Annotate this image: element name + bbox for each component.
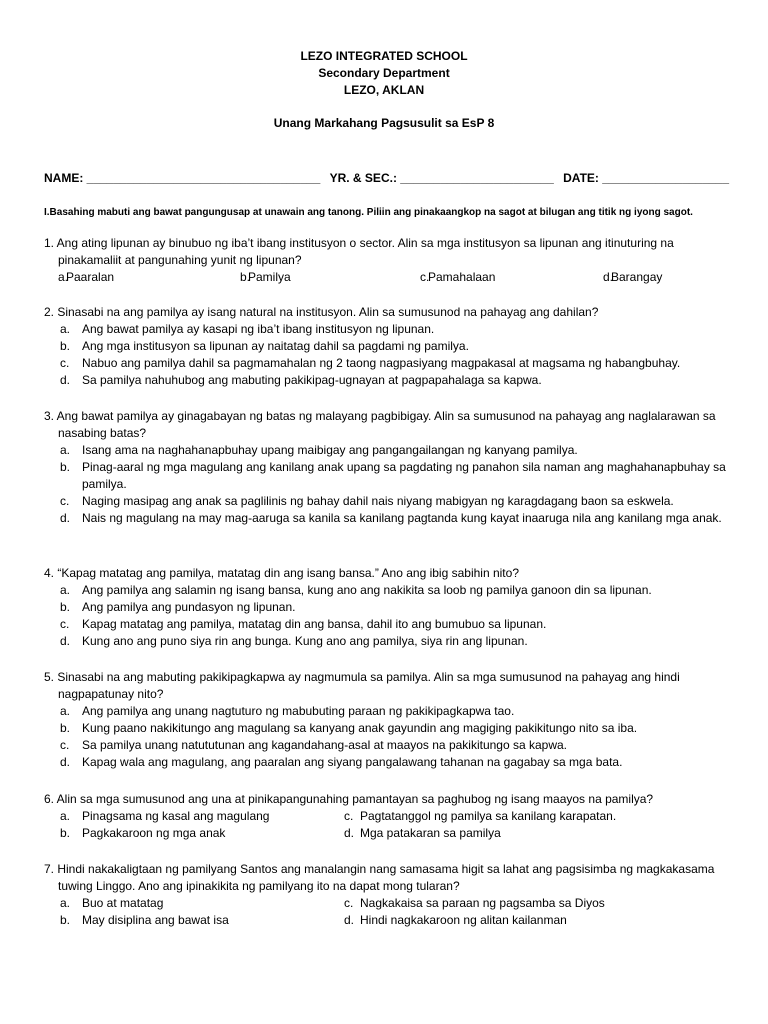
options-grid bbox=[44, 895, 734, 929]
question-4 bbox=[44, 565, 734, 650]
student-info-line bbox=[44, 170, 734, 187]
option-d[interactable]: d. Nais ng magulang na may mag-aaruga sa kanila sa kanilang pagtanda kung kayat inaaruga nila ang kanilang mga anak. bbox=[60, 511, 722, 525]
question-stem: 6. Alin sa mga sumusunod ang una at pinikapangunahing pamantayan sa paghubog ng isang maayos na pamilya? bbox=[44, 792, 654, 806]
option-a[interactable]: a. Buo at matatag bbox=[60, 896, 164, 910]
option-d[interactable]: d. Sa pamilya nahuhubog ang mabuting pakikipag-ugnayan at pagpapahalaga sa kapwa. bbox=[60, 373, 542, 387]
yr-sec-field: YR. & SEC.: _______________________ bbox=[329, 171, 554, 185]
name-field: NAME: ___________________________________ bbox=[44, 171, 321, 185]
option-b[interactable]: b. Pamilya bbox=[240, 270, 291, 284]
school-header bbox=[0, 48, 768, 99]
option-d[interactable]: d. Mga patakaran sa pamilya bbox=[344, 826, 501, 840]
option-b[interactable]: b. Pagkakaroon ng mga anak bbox=[60, 826, 226, 840]
option-b[interactable]: b. May disiplina ang bawat isa bbox=[60, 913, 229, 927]
option-c[interactable]: c. Pagtatanggol ng pamilya sa kanilang karapatan. bbox=[344, 809, 617, 823]
option-c[interactable]: c. Naging masipag ang anak sa paglilinis ng bahay dahil nais niyang mabigyan ng karagdagang baon sa eskwela. bbox=[60, 494, 674, 508]
option-a[interactable]: a. Pinagsama ng kasal ang magulang bbox=[60, 809, 270, 823]
exam-title: Unang Markahang Pagsusulit sa EsP 8 bbox=[273, 116, 495, 130]
option-d[interactable]: d. Kung ano ang puno siya rin ang bunga. Kung ano ang pamilya, siya rin ang lipunan. bbox=[60, 634, 528, 648]
option-c[interactable]: c. Pamahalaan bbox=[420, 270, 496, 284]
question-stem: 5. Sinasabi na ang mabuting pakikipagkapwa ay nagmumula sa pamilya. Alin sa mga sumusunod na pahayag ang hindi nagpapatunay nito? bbox=[44, 670, 680, 701]
option-d[interactable]: d. Barangay bbox=[603, 270, 663, 284]
question-stem: 1. Ang ating lipunan ay binubuo ng iba’t ibang institusyon o sector. Alin sa mga institusyon sa lipunan ang itinuturing na pinakamaliit at pangunahing yunit ng lipunan? bbox=[44, 236, 674, 267]
option-c[interactable]: c. Kapag matatag ang pamilya, matatag din ang bansa, dahil ito ang bumubuo sa lipunan. bbox=[60, 617, 547, 631]
question-3 bbox=[44, 408, 734, 527]
option-a[interactable]: a. Isang ama na naghahanapbuhay upang maibigay ang pangangailangan ng kanyang pamilya. bbox=[60, 443, 578, 457]
option-d[interactable]: d. Kapag wala ang magulang, ang paaralan ang siyang pangalawang tahanan na gagabay sa mga bata. bbox=[60, 755, 623, 769]
date-field: DATE: ___________________ bbox=[563, 171, 730, 185]
option-a[interactable]: a. Paaralan bbox=[58, 270, 115, 284]
option-c[interactable]: c. Nagkakaisa sa paraan ng pagsamba sa Diyos bbox=[344, 896, 605, 910]
option-b[interactable]: b. Pinag-aaral ng mga magulang ang kanilang anak upang sa pagdating ng panahon sila naman ang maghahanapbuhay sa pamilya. bbox=[60, 460, 726, 491]
school-name: LEZO INTEGRATED SCHOOL bbox=[300, 49, 468, 63]
option-d[interactable]: d. Hindi nagkakaroon ng alitan kailanman bbox=[344, 913, 567, 927]
question-5 bbox=[44, 669, 734, 771]
instructions: I.Basahing mabuti ang bawat pangungusap at unawain ang tanong. Piliin ang pinakaangkop na sagot at bilugan ang titik ng iyong sagot. bbox=[44, 207, 693, 218]
option-c[interactable]: c. Sa pamilya unang natututunan ang kagandahang-asal at maayos na pakikitungo sa kapwa. bbox=[60, 738, 568, 752]
option-b[interactable]: b. Ang mga institusyon sa lipunan ay naitatag dahil sa pagdami ng pamilya. bbox=[60, 339, 469, 353]
question-1 bbox=[44, 235, 734, 286]
question-stem: 4. “Kapag matatag ang pamilya, matatag din ang isang bansa.” Ano ang ibig sabihin nito? bbox=[44, 566, 519, 580]
question-stem: 2. Sinasabi na ang pamilya ay isang natural na institusyon. Alin sa sumusunod na pahayag ang dahilan? bbox=[44, 305, 599, 319]
options-grid bbox=[44, 808, 734, 842]
option-a[interactable]: a. Ang pamilya ang salamin ng isang bansa, kung ano ang nakikita sa loob ng pamilya ganoon din sa lipunan. bbox=[60, 583, 652, 597]
question-stem: 7. Hindi nakakaligtaan ng pamilyang Santos ang manalangin nang samasama higit sa lahat ang pagsisimba ng magkakasama tuwing Linggo. Ano ang ipinakikita ng pamilyang ito na dapat mong tularan? bbox=[44, 862, 715, 893]
question-7 bbox=[44, 861, 734, 929]
option-b[interactable]: b. Kung paano nakikitungo ang magulang sa kanyang anak gayundin ang magiging pakikitungo nito sa iba. bbox=[60, 721, 638, 735]
options-row bbox=[44, 269, 734, 286]
question-2 bbox=[44, 304, 734, 389]
department-name: Secondary Department bbox=[318, 66, 450, 80]
option-a[interactable]: a. Ang pamilya ang unang nagtuturo ng mabubuting paraan ng pakikipagkapwa tao. bbox=[60, 704, 515, 718]
school-location: LEZO, AKLAN bbox=[343, 83, 425, 97]
option-b[interactable]: b. Ang pamilya ang pundasyon ng lipunan. bbox=[60, 600, 296, 614]
option-c[interactable]: c. Nabuo ang pamilya dahil sa pagmamahalan ng 2 taong nagpasiyang magpakasal at magsama ng habangbuhay. bbox=[60, 356, 681, 370]
question-6 bbox=[44, 791, 734, 842]
option-a[interactable]: a. Ang bawat pamilya ay kasapi ng iba’t ibang institusyon ng lipunan. bbox=[60, 322, 435, 336]
question-stem: 3. Ang bawat pamilya ay ginagabayan ng batas ng malayang pagbibigay. Alin sa sumusunod na pahayag ang naglalarawan sa nasabing batas? bbox=[44, 409, 716, 440]
